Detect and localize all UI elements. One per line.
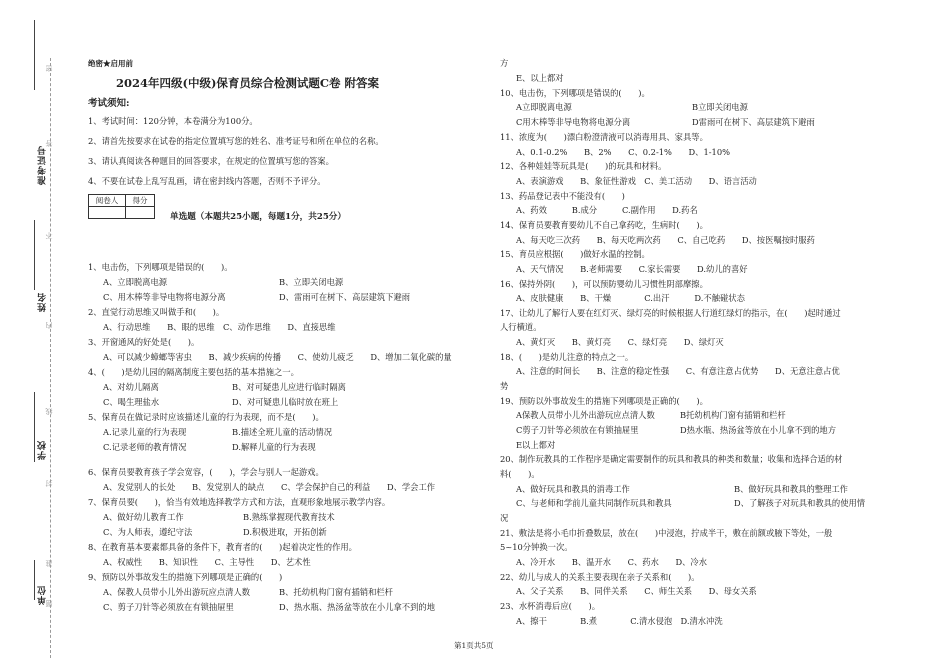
answer-option: A、药效 B.成分 C.副作用 D.药名 [516,205,698,215]
seal-char: 封 [45,480,53,487]
answer-option: D、雷雨可在树下、高层建筑下避雨 [279,292,411,302]
answer-option: A、冷开水 B、温开水 C、药水 D、冷水 [516,557,708,567]
answer-option: A、父子关系 B、同伴关系 C、师生关系 D、母女关系 [516,586,757,596]
answer-option: B、立即关闭电源 [279,277,344,287]
answer-option: 况 [500,513,509,523]
question-stem: 11、浓度为( )漂白粉澄清液可以消毒用具、家具等。 [500,132,708,142]
seal-char: 密 [45,65,53,72]
label-name: 姓名 [38,292,48,312]
answer-option: A、做好玩具和教具的消毒工作 [516,484,630,494]
answer-option: B、托幼机构门窗有插销和栏杆 [279,587,393,597]
answer-option: A、皮肤健康 B、干燥 C.出汗 D.不触碰状态 [516,293,745,303]
seal-char: 题 [45,600,53,607]
score-table-cell[interactable] [126,207,155,219]
answer-option: B、对可疑患儿应进行临时隔离 [232,382,346,392]
answer-option: A、保教人员带小儿外出游玩应点清人数 [103,587,251,597]
answer-option: D、热水瓶、热汤盆等放在小儿拿不到的地 [279,602,435,612]
section-title: 单选题（本题共25小题，每题1分，共25分） [170,212,346,222]
question-stem: 12、各种娃娃等玩具是( )的玩具和材料。 [500,161,667,171]
notice-heading: 考试须知: [88,98,130,109]
question-stem: 22、幼儿与成人的关系主要表现在亲子关系和( )。 [500,572,700,582]
question-stem: 4、( )是幼儿园的隔离制度主要包括的基本措施之一。 [88,367,299,377]
answer-option: E、以上都对 [516,73,564,83]
answer-option: 势 [500,381,509,391]
answer-option: A、立即脱离电源 [103,277,168,287]
question-stem: 23、水杯消毒后应( )。 [500,601,601,611]
answer-option: A、做好幼儿教育工作 [103,512,184,522]
answer-option: D.解释儿童的行为表现 [232,442,316,452]
answer-option: C用木棒等非导电物将电源分离 [516,117,631,127]
question-stem: 1、电击伤，下列哪项是错误的( )。 [88,262,233,272]
answer-option: A、每天吃三次药 B、每天吃两次药 C、自己吃药 D、按医嘱按时服药 [516,235,815,245]
answer-option: A保教人员带小儿外出游玩应点清人数 [516,410,655,420]
question-stem: 8、在教育基本要素都具备的条件下，教育者的( )起着决定性的作用。 [88,542,357,552]
answer-option: A、权威性 B、知识性 C、主导性 D、艺术性 [103,557,311,567]
notice-item: 3、请认真阅读各种题目的回答要求，在规定的位置填写您的答案。 [88,156,334,166]
answer-option: B、做好玩具和教具的整理工作 [734,484,848,494]
question-stem: 5、保育员在做记录时应该描述儿童的行为表现，而不是( )。 [88,412,324,422]
answer-option: A、注意的时间长 B、注意的稳定性强 C、有意注意占优势 D、无意注意占优 [516,366,840,376]
seal-line [50,58,51,658]
question-stem: 19、预防以外事故发生的措施下列哪项是正确的( )。 [500,396,708,406]
question-stem: 13、药品登记表中不能没有( ) [500,191,625,201]
answer-option: C、喝生理盐水 [103,397,160,407]
answer-option: D、了解孩子对玩具和教具的使用情 [734,498,866,508]
answer-option: A、行动思维 B、眼的思维 C、动作思维 D、直接思维 [103,322,336,332]
seal-char: 内 [45,322,53,329]
answer-option: A、黄灯灭 B、黄灯亮 C、绿灯亮 D、绿灯灭 [516,337,724,347]
answer-option: A、可以减少蟑螂等害虫 B、减少疾病的传播 C、使幼儿疲乏 D、增加二氧化碳的量 [103,352,452,362]
label-exam-id: 准考证号 [38,145,48,185]
question-stem: 20、制作玩教具的工作程序是确定需要制作的玩具和教具的种类和数量；收集和选择合适的材 [500,454,843,464]
score-table [88,194,155,219]
id-number-underline [34,20,35,90]
answer-option: C、剪子刀针等必须放在有锁抽屉里 [103,602,234,612]
seal-char: 不 [45,232,53,239]
answer-option: B.熟练掌握现代教育技术 [243,512,335,522]
answer-option: C.记录老师的教育情况 [103,442,187,452]
answer-option: A、表演游戏 B、象征性游戏 C、美工活动 D、语言活动 [516,176,757,186]
name-underline [34,220,35,290]
answer-option: A、发觉别人的长处 B、发觉别人的缺点 C、学会保护自己的利益 D、学会工作 [103,482,436,492]
answer-option: B托幼机构门窗有插销和栏杆 [680,410,786,420]
answer-option: A、对幼儿隔离 [103,382,159,392]
seal-char: 答 [45,140,53,147]
answer-option: D雷雨可在树下、高层建筑下避雨 [692,117,815,127]
seal-char: 准 [45,560,53,567]
answer-option: D.积极进取，开拓创新 [243,527,327,537]
question-stem: 17、让幼儿了解行人要在红灯灭、绿灯亮的时候根据人行道红绿灯的指示，在( )起时通过 [500,308,841,318]
answer-option: C、为人师表，遵纪守法 [103,527,193,537]
secret-mark: 绝密★启用前 [88,59,133,68]
label-unit: 单位 [38,585,48,605]
school-underline [34,392,35,462]
answer-option: B.描述全班儿童的活动情况 [232,427,333,437]
answer-option: A立即脱离电源 [516,102,572,112]
answer-option: B立即关闭电源 [692,102,748,112]
question-stem: 15、育员应根据( )做好水温的控制。 [500,249,650,259]
question-stem: 21、敷法是将小毛巾折叠数层，放在( )中浸泡，拧成半干，敷在前额或腋下等处，一般 [500,528,833,538]
answer-option: D热水瓶、热汤盆等放在小儿拿不到的地方 [680,425,836,435]
question-stem: 6、保育员要教育孩子学会宽容，( )，学会与别人一起游戏。 [88,467,324,477]
question-stem: 7、保育员要( )，恰当有效地选择教学方式和方法，直观形象地展示教学内容。 [88,497,391,507]
answer-option: C剪子刀针等必须放在有锁抽屉里 [516,425,639,435]
answer-option: D、对可疑患儿临时放在班上 [232,397,339,407]
answer-option: A、0.1-0.2% B、2% C、0.2-1% D、1-10% [516,147,730,157]
score-table-reviewer: 阅卷人 [89,195,126,207]
question-stem: 16、保持外阴( )，可以预防婴幼儿习惯性阴部摩擦。 [500,279,708,289]
question-stem: 人行横道。 [500,322,542,332]
page-number: 第1页共5页 [454,641,494,650]
notice-item: 2、请首先按要求在试卷的指定位置填写您的姓名、准考证号和所在单位的名称。 [88,136,384,146]
label-school: 学校 [38,440,48,460]
answer-option: E以上都对 [516,440,556,450]
question-stem: 10、电击伤，下列哪项是错误的( )。 [500,88,650,98]
score-table-cell[interactable] [89,207,126,219]
score-table-score: 得分 [126,195,155,207]
question-stem: 料( )。 [500,469,540,479]
question-stem: 9、预防以外事故发生的措施下列哪项是正确的( ) [88,572,283,582]
question-continuation: 方 [500,58,509,68]
question-stem: 18、( )是幼儿注意的特点之一。 [500,352,634,362]
answer-option: C、用木棒等非导电物将电源分离 [103,292,226,302]
answer-option: A、天气情况 B.老师需要 C.家长需要 D.幼儿的喜好 [516,264,748,274]
question-stem: 14、保育员要教育要幼儿不自己拿药吃，生病时( )。 [500,220,708,230]
notice-item: 1、考试时间：120分钟，本卷满分为100分。 [88,116,258,126]
answer-option: A.记录儿童的行为表现 [103,427,187,437]
page-title: 2024年四级(中级)保育员综合检测试题C卷 附答案 [116,76,380,90]
seal-char: 线 [45,408,53,415]
answer-option: C、与老师和学前儿童共同制作玩具和教具 [516,498,672,508]
question-stem: 5~10分钟换一次。 [500,542,573,552]
unit-underline [34,560,35,600]
answer-option: A、擦干 B.煮 C.清水侵泡 D.清水冲洗 [516,616,723,626]
notice-item: 4、不要在试卷上乱写乱画，请在密封线内答题，否则不予评分。 [88,176,326,186]
question-stem: 3、开窗通风的好处是( )。 [88,337,200,347]
question-stem: 2、直觉行动思维又叫做手和( )。 [88,307,225,317]
